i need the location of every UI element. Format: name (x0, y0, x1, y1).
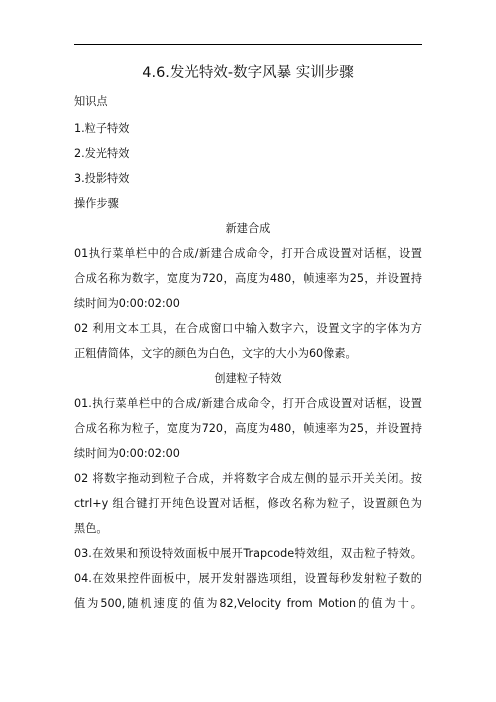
paragraph-line: ctrl+y 组合键打开纯色设置对话框，修改名称为粒子，设置颜色为 (74, 497, 422, 510)
section-title-create-particles: 创建粒子特效 (214, 372, 282, 385)
paragraph-line: 02 将数字拖动到粒子合成，并将数字合成左侧的显示开关关闭。按 (74, 472, 422, 485)
knowledge-item: 1.粒子特效 (74, 122, 130, 135)
paragraph-line: 02 利用文本工具，在合成窗口中输入数字六，设置文字的字体为方 (74, 322, 422, 335)
knowledge-item: 2.发光特效 (74, 147, 130, 160)
knowledge-item: 3.投影特效 (74, 172, 130, 185)
paragraph-line: 01.执行菜单栏中的合成/新建合成命令，打开合成设置对话框，设置 (74, 397, 422, 410)
paragraph-line: 04.在效果控件面板中，展开发射器选项组，设置每秒发射粒子数的 (74, 572, 422, 585)
paragraph-line: 合成名称为粒子，宽度为720，高度为480，帧速率为25，并设置持 (74, 422, 422, 435)
header-rule (74, 44, 422, 45)
paragraph-line: 03.在效果和预设特效面板中展开Trapcode特效组，双击粒子特效。 (74, 547, 422, 560)
paragraph-line: 合成名称为数字，宽度为720，高度为480，帧速率为25，并设置持 (74, 272, 422, 285)
section-title-new-composition: 新建合成 (225, 222, 271, 235)
knowledge-heading: 知识点 (74, 95, 108, 108)
paragraph-line: 黑色。 (74, 522, 108, 535)
paragraph-line: 续时间为0:00:02:00 (74, 297, 180, 310)
paragraph-line: 正粗倩简体，文字的颜色为白色，文字的大小为60像素。 (74, 347, 357, 360)
paragraph-line: 续时间为0:00:02:00 (74, 447, 180, 460)
paragraph-line: 值为500,随机速度的值为82,Velocity from Motion的值为十。 (74, 597, 422, 610)
steps-heading: 操作步骤 (74, 197, 119, 210)
document-title: 4.6.发光特效-数字风暴 实训步骤 (142, 65, 354, 81)
paragraph-line: 01执行菜单栏中的合成/新建合成命令，打开合成设置对话框，设置 (74, 247, 422, 260)
